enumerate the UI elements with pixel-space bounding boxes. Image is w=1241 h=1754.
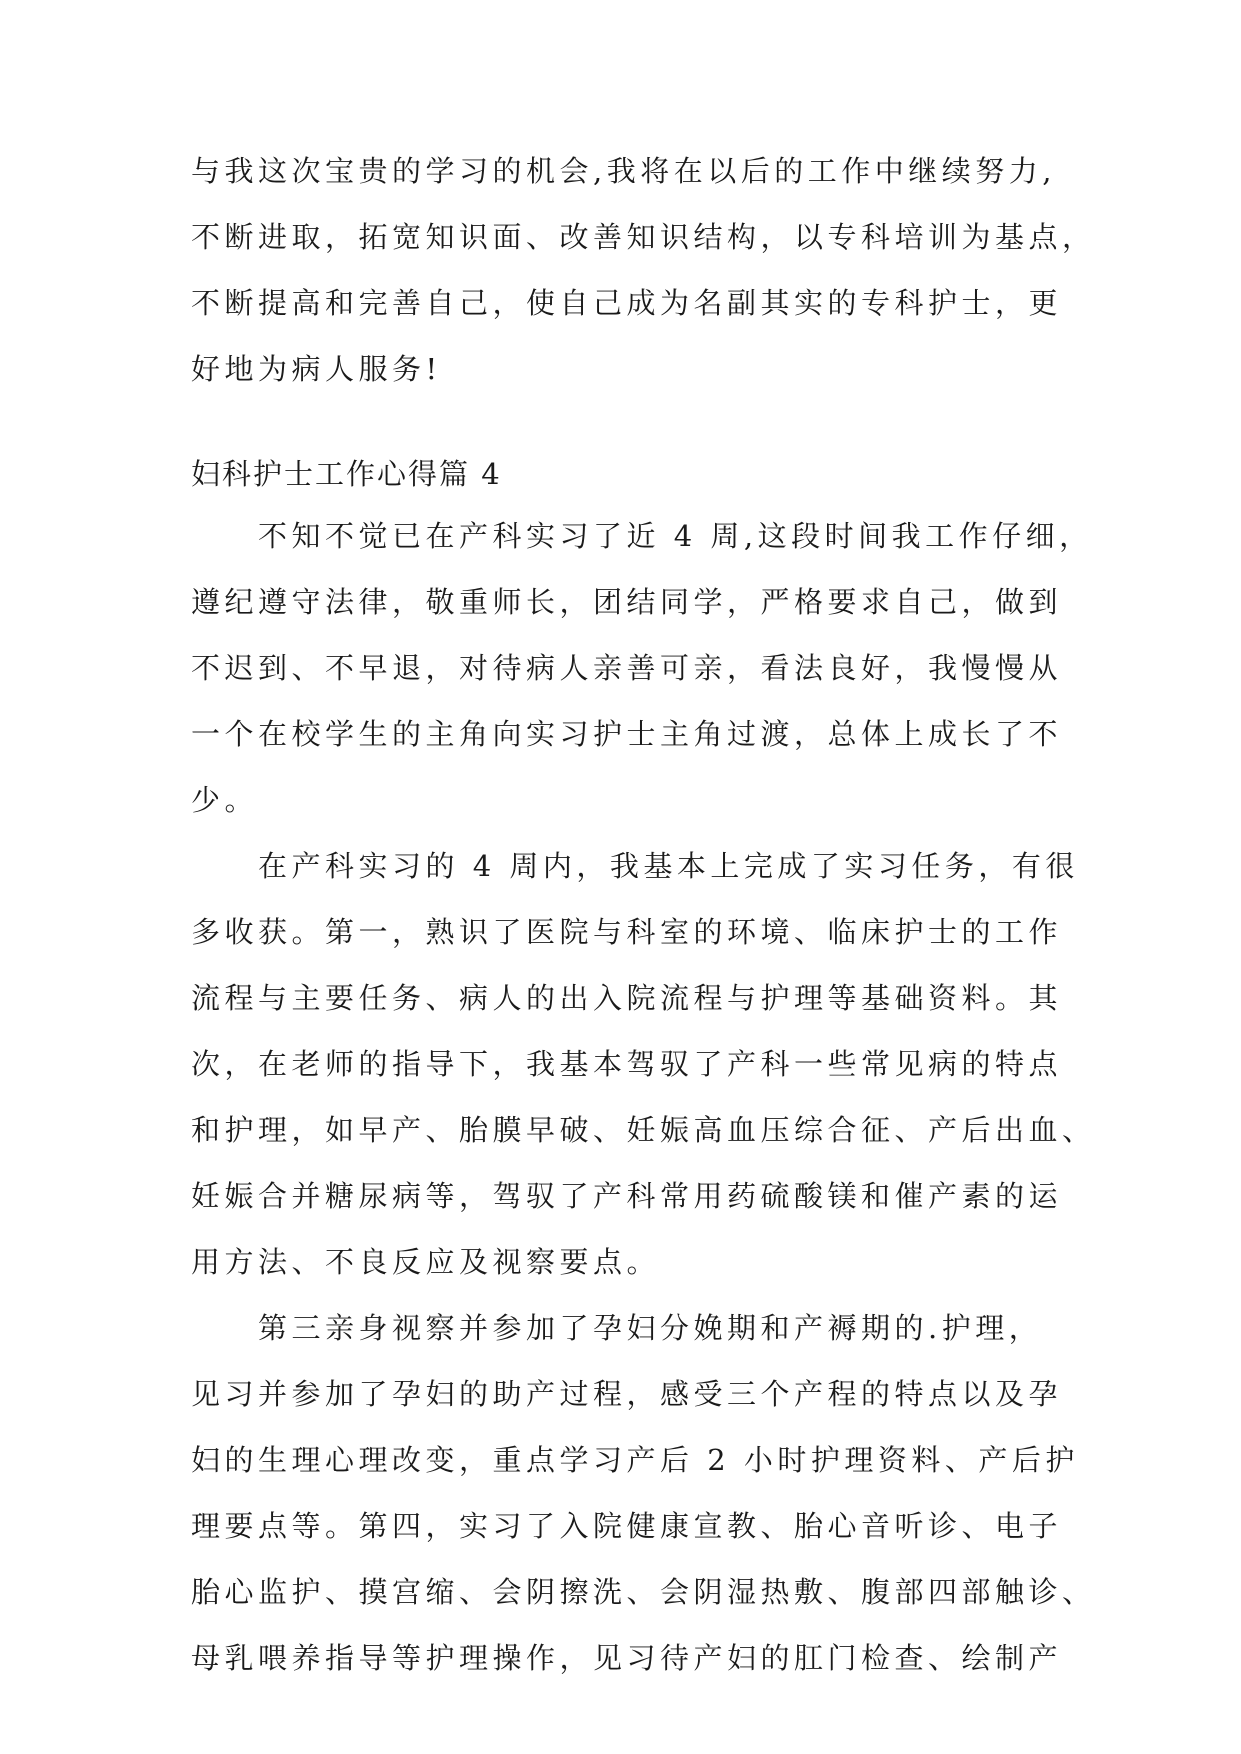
- section-title: 妇科护士工作心得篇 4: [191, 457, 502, 491]
- text-line: 理要点等。第四，实习了入院健康宣教、胎心音听诊、电子: [191, 1509, 1063, 1543]
- text-line: 多收获。第一，熟识了医院与科室的环境、临床护士的工作: [191, 915, 1063, 949]
- text-line: 遵纪遵守法律，敬重师长，团结同学，严格要求自己，做到: [191, 585, 1063, 619]
- text-line: 见习并参加了孕妇的助产过程，感受三个产程的特点以及孕: [191, 1377, 1063, 1411]
- text-line: 在产科实习的 4 周内，我基本上完成了实习任务，有很: [258, 849, 1079, 883]
- text-line: 第三亲身视察并参加了孕妇分娩期和产褥期的.护理，: [258, 1311, 1043, 1345]
- text-line: 不断提高和完善自己，使自己成为名副其实的专科护士，更: [191, 286, 1063, 320]
- text-line: 不迟到、不早退，对待病人亲善可亲，看法良好，我慢慢从: [191, 651, 1063, 685]
- text-line: 和护理，如早产、胎膜早破、妊娠高血压综合征、产后出血、: [191, 1113, 1096, 1147]
- text-line: 次，在老师的指导下，我基本驾驭了产科一些常见病的特点: [191, 1047, 1063, 1081]
- text-line: 一个在校学生的主角向实习护士主角过渡，总体上成长了不: [191, 717, 1063, 751]
- text-line: 用方法、不良反应及视察要点。: [191, 1245, 661, 1279]
- text-line: 妇的生理心理改变，重点学习产后 2 小时护理资料、产后护: [191, 1443, 1079, 1477]
- text-line: 不知不觉已在产科实习了近 4 周,这段时间我工作仔细，: [258, 519, 1093, 553]
- text-line: 好地为病人服务!: [191, 352, 442, 386]
- text-line: 胎心监护、摸宫缩、会阴擦洗、会阴湿热敷、腹部四部触诊、: [191, 1575, 1096, 1609]
- text-line: 流程与主要任务、病人的出入院流程与护理等基础资料。其: [191, 981, 1063, 1015]
- text-line: 与我这次宝贵的学习的机会,我将在以后的工作中继续努力,: [191, 154, 1056, 188]
- text-line: 妊娠合并糖尿病等，驾驭了产科常用药硫酸镁和催产素的运: [191, 1179, 1063, 1213]
- text-line: 不断进取，拓宽知识面、改善知识结构，以专科培训为基点，: [191, 220, 1096, 254]
- text-line: 少。: [191, 783, 259, 817]
- text-line: 母乳喂养指导等护理操作，见习待产妇的肛门检查、绘制产: [191, 1641, 1063, 1675]
